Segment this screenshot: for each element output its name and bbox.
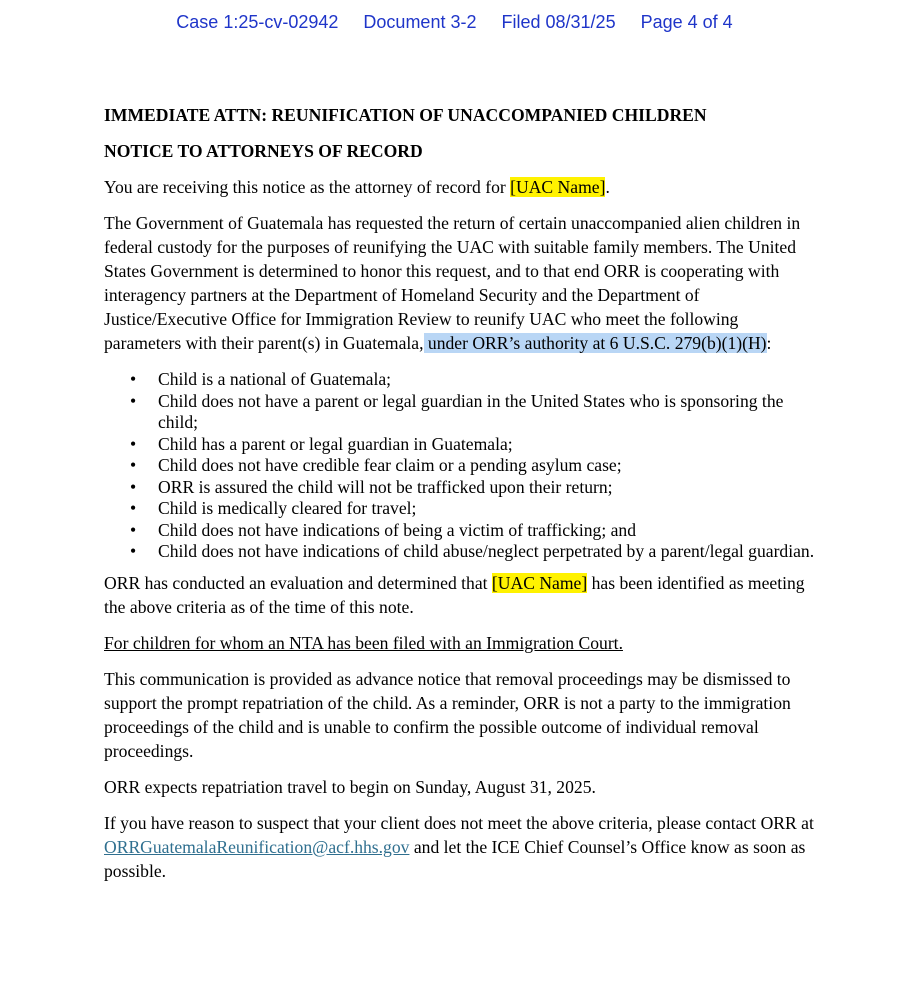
list-item: • Child is medically cleared for travel; xyxy=(130,498,417,518)
list-item: • Child has a parent or legal guardian in Guatemala; xyxy=(130,433,513,454)
list-item: • Child does not have indications of being a victim of trafficking; and xyxy=(130,519,637,540)
contact-text: If you have reason to suspect that your client does not meet the above criteria, please contact ORR at xyxy=(104,812,814,833)
contact-email-link[interactable]: ORRGuatemalaReunification@acf.hhs.gov xyxy=(104,836,410,857)
bullet-icon: • xyxy=(130,455,137,475)
intro-end: . xyxy=(605,177,610,197)
bullet-icon: • xyxy=(130,519,137,540)
bullet-icon: • xyxy=(130,476,137,497)
uac-name-placeholder: [UAC Name] xyxy=(510,177,606,197)
request-text: The Government of Guatemala has requested the return of certain unaccompanied alien children in federal custody for the purposes of reunifying the UAC with suitable family members. The United States Government is determined to honor this request, and to that end ORR is cooperating with interagency partners at the Department of Homeland Security and the Department of Justice/Executive Office for Immigration Review to reunify UAC who meet the following parameters with their parent(s) in Guatemala, xyxy=(104,213,801,353)
case-header xyxy=(0,12,909,33)
intro-paragraph xyxy=(104,175,816,199)
travel-paragraph: ORR expects repatriation travel to begin on Sunday, August 31, 2025. xyxy=(104,776,596,797)
bullet-icon: • xyxy=(130,433,137,454)
filed-date: Filed 08/31/25 xyxy=(501,12,616,32)
bullet-icon: • xyxy=(130,369,137,389)
criteria-list xyxy=(104,369,816,563)
contact-end: and let the ICE Chief Counsel’s Office know as soon as possible. xyxy=(104,836,806,881)
authority-highlight: under ORR’s authority at 6 U.S.C. 279(b)(1)(H) xyxy=(423,333,767,353)
bullet-icon: • xyxy=(130,541,137,561)
list-item: • Child is a national of Guatemala; xyxy=(130,369,392,389)
list-item: • Child does not have credible fear claim or a pending asylum case; xyxy=(130,455,622,475)
list-item: • Child does not have indications of child abuse/neglect perpetrated by a parent/legal guardian. xyxy=(130,541,815,561)
heading-notice: NOTICE TO ATTORNEYS OF RECORD xyxy=(104,141,423,161)
uac-name-placeholder: [UAC Name] xyxy=(491,572,588,593)
request-end: : xyxy=(766,333,772,353)
nta-subheading: For children for whom an NTA has been filed with an Immigration Court. xyxy=(104,632,623,653)
contact-paragraph xyxy=(104,811,816,883)
heading-immediate-attn: IMMEDIATE ATTN: REUNIFICATION OF UNACCOMPANIED CHILDREN xyxy=(104,105,707,125)
intro-text: You are receiving this notice as the attorney of record for xyxy=(104,177,511,197)
case-number: Case 1:25-cv-02942 xyxy=(176,12,339,32)
page-number: Page 4 of 4 xyxy=(640,12,733,32)
bullet-icon: • xyxy=(130,390,137,411)
document-number: Document 3-2 xyxy=(363,12,477,32)
document-body xyxy=(104,103,816,895)
request-paragraph xyxy=(104,211,816,355)
evaluation-paragraph xyxy=(104,571,816,619)
list-item: • ORR is assured the child will not be trafficked upon their return; xyxy=(130,476,613,497)
list-item: • Child does not have a parent or legal guardian in the United States who is sponsoring the child; xyxy=(130,390,784,432)
evaluation-end: has been identified as meeting the above criteria as of the time of this note. xyxy=(104,572,805,617)
bullet-icon: • xyxy=(130,498,137,518)
advance-notice-paragraph: This communication is provided as advance notice that removal proceedings may be dismissed to support the prompt repatriation of the child. As a reminder, ORR is not a party to the immigration proceedings of the child and is unable to confirm the possible outcome of individual removal proceedings. xyxy=(104,668,791,761)
evaluation-text: ORR has conducted an evaluation and determined that xyxy=(104,572,492,593)
